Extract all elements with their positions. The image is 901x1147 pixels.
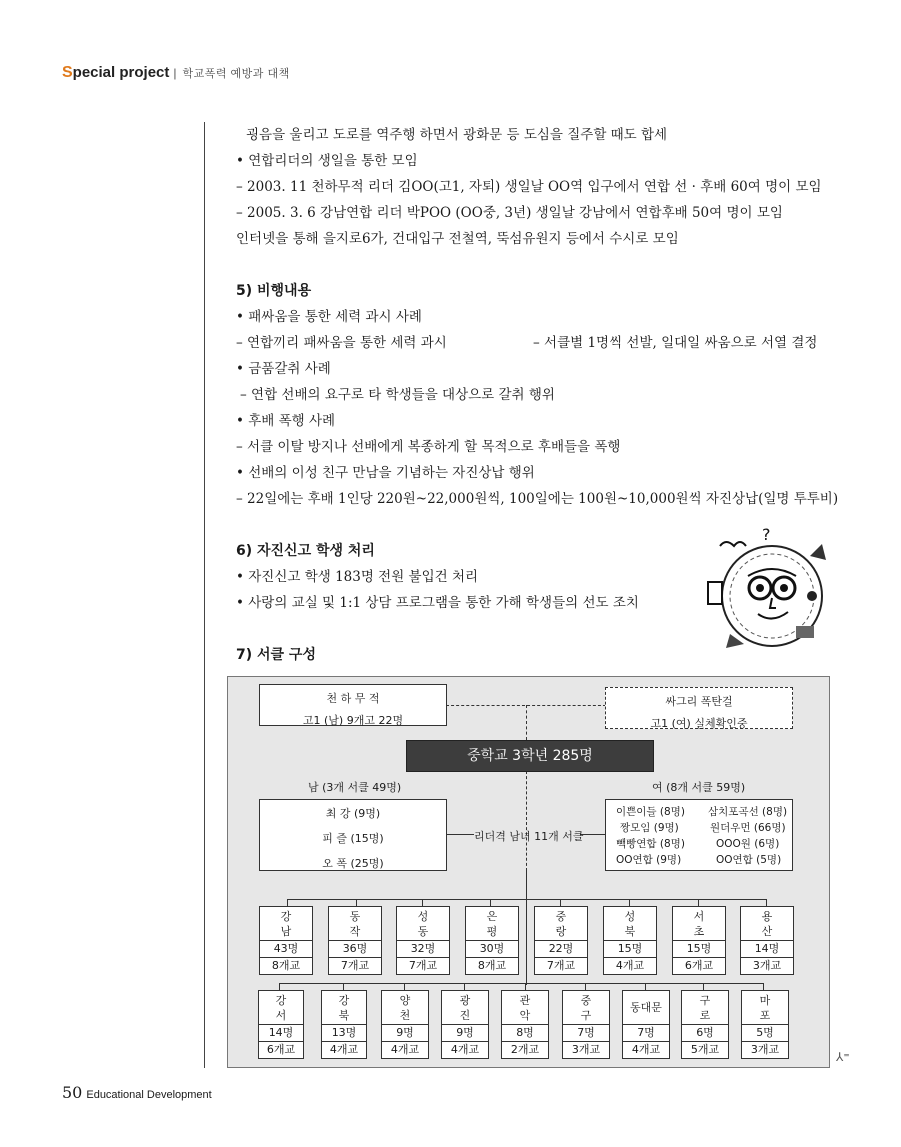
- female-circle-item: OO연합 (9명): [616, 854, 682, 866]
- section-heading: 5) 비행내용: [236, 283, 312, 299]
- district-schools: 7개교: [546, 959, 576, 972]
- connector: [287, 899, 767, 900]
- page-footer: [62, 1083, 212, 1102]
- district-name: 양: [399, 993, 411, 1007]
- district-schools: 6개교: [684, 959, 714, 972]
- district-schools: 4개교: [631, 1043, 661, 1056]
- connector: [526, 771, 527, 871]
- district-cell: [381, 990, 429, 1059]
- district-cell: [741, 990, 789, 1059]
- district-name: 성: [417, 909, 429, 923]
- section-heading: 6) 자진신고 학생 처리: [236, 543, 375, 559]
- svg-text:?: ?: [762, 526, 771, 544]
- body-line: – 22일에는 후배 1인당 220원~22,000원씩, 100일에는 100원~10,000원씩 자진상납(일명 투투비): [236, 491, 839, 507]
- district-name: 평: [486, 924, 498, 938]
- district-name: 작: [349, 924, 361, 938]
- district-count: 22명: [535, 941, 587, 958]
- district-cell: [534, 906, 588, 975]
- district-count: 15명: [673, 941, 725, 958]
- center-total-box: 중학교 3학년 285명: [406, 740, 654, 772]
- district-name: 구: [699, 993, 711, 1007]
- top-right-detail: 고1 (여) 실체확인중: [650, 717, 748, 730]
- body-line: – 연합 선배의 요구로 타 학생들을 대상으로 갈취 행위: [240, 387, 555, 403]
- publisher-logo-icon: ⅄⁼: [836, 1050, 850, 1064]
- body-line: 굉음을 울리고 도로를 역주행 하면서 광화문 등 도심을 질주할 때도 합세: [246, 127, 668, 143]
- district-schools: 7개교: [340, 959, 370, 972]
- body-line: • 패싸움을 통한 세력 과시 사례: [236, 309, 422, 325]
- district-name: 중: [555, 909, 567, 923]
- top-left-detail: 고1 (남) 9개고 22명: [302, 714, 404, 727]
- header-initial: S: [62, 64, 73, 81]
- district-count: 30명: [466, 941, 518, 958]
- top-left-circle-box: [259, 684, 447, 726]
- female-circle-item: 원더우먼 (66명): [710, 822, 786, 834]
- connector: [279, 983, 763, 984]
- body-line: • 사랑의 교실 및 1:1 상담 프로그램을 통한 가해 학생들의 선도 조치: [236, 595, 639, 611]
- female-circles-box: [605, 799, 793, 871]
- district-schools: 3개교: [752, 959, 782, 972]
- district-cell: [681, 990, 729, 1059]
- district-schools: 4개교: [329, 1043, 359, 1056]
- district-cell: [258, 990, 304, 1059]
- district-cell: [501, 990, 549, 1059]
- body-line: • 금품갈취 사례: [236, 361, 331, 377]
- cartoon-illustration: [700, 526, 830, 656]
- district-schools: 2개교: [510, 1043, 540, 1056]
- district-cell: [603, 906, 657, 975]
- top-left-name: 천 하 무 적: [326, 692, 380, 705]
- district-name: 동: [349, 909, 361, 923]
- district-name: 동: [417, 924, 429, 938]
- district-schools: 6개교: [266, 1043, 296, 1056]
- district-schools: 4개교: [615, 959, 645, 972]
- district-cell: [328, 906, 382, 975]
- district-name: 남: [280, 924, 292, 938]
- header-separator: |: [173, 66, 177, 80]
- district-count: 7명: [623, 1025, 669, 1042]
- body-line: • 자진신고 학생 183명 전원 불입건 처리: [236, 569, 479, 585]
- body-line: • 선배의 이성 친구 만남을 기념하는 자진상납 행위: [236, 465, 535, 481]
- district-name: 강: [280, 909, 292, 923]
- body-line: – 2003. 11 천하무적 리더 김OO(고1, 자퇴) 생일날 OO역 입구에서 연합 선 · 후배 60여 명이 모임: [236, 179, 822, 195]
- margin-rule: [204, 122, 205, 1068]
- male-circles-box: [259, 799, 447, 871]
- district-name: 산: [761, 924, 773, 938]
- top-right-name: 싸그리 폭탄걸: [665, 695, 733, 708]
- body-line: – 서클별 1명씩 선발, 일대일 싸움으로 서열 결정: [533, 335, 818, 351]
- district-name: 초: [693, 924, 705, 938]
- district-name: 마: [759, 993, 771, 1007]
- district-name: 북: [338, 1008, 350, 1022]
- district-name: 강: [338, 993, 350, 1007]
- district-name: 구: [580, 1008, 592, 1022]
- district-name: 용: [761, 909, 773, 923]
- district-schools: 4개교: [450, 1043, 480, 1056]
- district-count: 9명: [442, 1025, 488, 1042]
- district-name: 광: [459, 993, 471, 1007]
- body-line: – 2005. 3. 6 강남연합 리더 박POO (OO중, 3년) 생일날 강남에서 연합후배 50여 명이 모임: [236, 205, 783, 221]
- district-name: 진: [459, 1008, 471, 1022]
- female-circle-item: OO연합 (5명): [716, 854, 782, 866]
- section-heading: 7) 서클 구성: [236, 647, 316, 663]
- district-schools: 8개교: [271, 959, 301, 972]
- district-count: 5명: [742, 1025, 788, 1042]
- district-count: 14명: [741, 941, 793, 958]
- female-summary-label: 여 (8개 서클 59명): [652, 781, 746, 794]
- body-line: – 연합끼리 패싸움을 통한 세력 과시: [236, 335, 447, 351]
- district-cell: [321, 990, 367, 1059]
- district-name: 북: [624, 924, 636, 938]
- leader-label: 리더격 남녀 11개 서클: [474, 830, 584, 843]
- district-schools: 4개교: [390, 1043, 420, 1056]
- district-name: 은: [486, 909, 498, 923]
- district-schools: 5개교: [690, 1043, 720, 1056]
- district-name: 천: [399, 1008, 411, 1022]
- district-name: 로: [699, 1008, 711, 1022]
- district-count: 32명: [397, 941, 449, 958]
- connector: [526, 871, 527, 985]
- district-name: 서: [693, 909, 705, 923]
- female-circle-item: 삼치포곡선 (8명): [708, 806, 788, 818]
- district-count: 6명: [682, 1025, 728, 1042]
- body-line: • 후배 폭행 사례: [236, 413, 336, 429]
- body-line: 인터넷을 통해 을지로6가, 건대입구 전철역, 뚝섬유원지 등에서 수시로 모임: [236, 231, 679, 247]
- top-right-circle-box: [605, 687, 793, 729]
- district-name: 중: [580, 993, 592, 1007]
- district-cell: [622, 990, 670, 1059]
- district-name: 동대문: [630, 1001, 662, 1014]
- male-circle-item: 최 강 (9명): [325, 807, 381, 820]
- district-schools: 3개교: [571, 1043, 601, 1056]
- district-cell: [562, 990, 610, 1059]
- district-count: 9명: [382, 1025, 428, 1042]
- male-circle-item: 피 즐 (15명): [322, 832, 384, 845]
- district-schools: 8개교: [477, 959, 507, 972]
- male-summary-label: 남 (3개 서클 49명): [308, 781, 402, 794]
- district-name: 포: [759, 1008, 771, 1022]
- district-count: 7명: [563, 1025, 609, 1042]
- district-count: 43명: [260, 941, 312, 958]
- district-cell: [259, 906, 313, 975]
- circle-structure-diagram: [227, 676, 830, 1068]
- district-count: 15명: [604, 941, 656, 958]
- district-count: 36명: [329, 941, 381, 958]
- district-cell: [672, 906, 726, 975]
- district-name: 서: [275, 1008, 287, 1022]
- connector: [446, 834, 474, 835]
- body-line: – 서클 이탈 방지나 선배에게 복종하게 할 목적으로 후배들을 폭행: [236, 439, 621, 455]
- page-number: 50: [62, 1083, 83, 1102]
- female-circle-item: 이쁜이들 (8명): [616, 806, 685, 818]
- female-circle-item: 빽빵연합 (8명): [616, 838, 685, 850]
- publication-title: Educational Development: [86, 1089, 212, 1101]
- district-cell: [465, 906, 519, 975]
- female-circle-item: 짱모임 (9명): [620, 822, 679, 834]
- district-cell: [740, 906, 794, 975]
- body-line: • 연합리더의 생일을 통한 모임: [236, 153, 418, 169]
- header-subtitle: 학교폭력 예방과 대책: [182, 68, 290, 80]
- district-name: 강: [275, 993, 287, 1007]
- district-count: 14명: [259, 1025, 303, 1042]
- district-cell: [396, 906, 450, 975]
- district-count: 13명: [322, 1025, 366, 1042]
- district-count: 8명: [502, 1025, 548, 1042]
- district-name: 랑: [555, 924, 567, 938]
- district-schools: 7개교: [408, 959, 438, 972]
- district-cell: [441, 990, 489, 1059]
- running-header: [62, 64, 290, 82]
- male-circle-item: 오 폭 (25명): [322, 857, 384, 870]
- district-name: 성: [624, 909, 636, 923]
- connector: [526, 705, 527, 740]
- district-schools: 3개교: [750, 1043, 780, 1056]
- district-name: 관: [519, 993, 531, 1007]
- female-circle-item: OOO원 (6명): [716, 838, 780, 850]
- header-title: pecial project: [72, 64, 170, 81]
- district-name: 악: [519, 1008, 531, 1022]
